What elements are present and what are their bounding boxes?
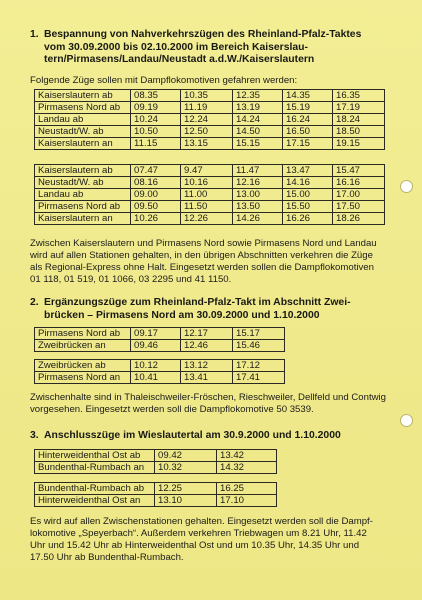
time-cell: 17.41 [233,372,285,384]
time-cell: 18.26 [333,213,385,225]
section-2-heading [30,297,390,322]
time-cell: 15.47 [333,165,385,177]
time-cell: 14.16 [283,177,333,189]
table-row [35,213,385,225]
table-row [35,177,385,189]
station-cell: Zweibrücken an [35,340,131,352]
table-row [35,126,385,138]
time-cell: 15.15 [233,138,283,150]
time-cell: 08.16 [131,177,181,189]
note-line: Es wird auf allen Zwischenstationen gehalten. Eingesetzt werden soll die Dampf- [30,516,373,527]
time-cell: 15.50 [283,201,333,213]
section-2-number: 2. [30,297,39,308]
timetable-3a [34,449,277,474]
time-cell: 16.24 [283,114,333,126]
time-cell: 13.15 [181,138,233,150]
time-cell: 10.32 [155,462,217,474]
table-row [35,201,385,213]
time-cell: 13.10 [155,495,217,507]
table-row [35,328,285,340]
station-cell: Pirmasens Nord ab [35,201,131,213]
time-cell: 17.12 [233,360,285,372]
time-cell: 09.50 [131,201,181,213]
time-cell: 11.50 [181,201,233,213]
time-cell: 14.35 [283,90,333,102]
note-line: Zwischen Kaiserslautern und Pirmasens Nord sowie Pirmasens Nord und Landau [30,238,377,249]
note-line: 17.50 Uhr ab Bundenthal-Rumbach. [30,552,184,563]
time-cell: 16.16 [333,177,385,189]
note-line: Zwischenhalte sind in Thaleischweiler-Fröschen, Rieschweiler, Dellfeld und Contwig [30,392,387,403]
station-cell: Zweibrücken ab [35,360,131,372]
time-cell: 12.50 [181,126,233,138]
table-row [35,495,277,507]
table-row [35,138,385,150]
section-3-heading [30,430,390,443]
section-1-number: 1. [30,29,39,40]
time-cell: 12.16 [233,177,283,189]
time-cell: 13.47 [283,165,333,177]
punch-hole-bottom [400,414,413,427]
time-cell: 17.00 [333,189,385,201]
table-row [35,189,385,201]
table-row [35,450,277,462]
time-cell: 17.50 [333,201,385,213]
time-cell: 10.41 [131,372,181,384]
time-cell: 13.41 [181,372,233,384]
time-cell: 9.47 [181,165,233,177]
table-row [35,114,385,126]
station-cell: Landau ab [35,114,131,126]
time-cell: 09.00 [131,189,181,201]
time-cell: 15.00 [283,189,333,201]
section-1-title-line: vom 30.09.2000 bis 02.10.2000 im Bereich Kaiserslau- [44,41,308,53]
time-cell: 15.19 [283,102,333,114]
section-3-notes [30,516,398,564]
station-cell: Hinterweidenthal Ost an [35,495,155,507]
time-cell: 12.46 [181,340,233,352]
time-cell: 10.24 [131,114,181,126]
time-cell: 10.50 [131,126,181,138]
time-cell: 14.26 [233,213,283,225]
time-cell: 13.50 [233,201,283,213]
section-1-intro: Folgende Züge sollen mit Dampflokomotiven gefahren werden: [30,75,298,86]
table-row [35,340,285,352]
note-line: lokomotive „Speyerbach“. Außerdem verkehren Triebwagen um 8.21 Uhr, 11.42 [30,528,367,539]
time-cell: 14.32 [217,462,277,474]
section-3-title: Anschlusszüge im Wieslautertal am 30.9.2000 und 1.10.2000 [44,430,341,441]
section-1-heading [30,29,390,67]
punch-hole-top [400,180,413,193]
time-cell: 10.12 [131,360,181,372]
time-cell: 07.47 [131,165,181,177]
time-cell: 10.26 [131,213,181,225]
section-3-number: 3. [30,430,39,441]
time-cell: 16.25 [217,483,277,495]
station-cell: Neustadt/W. ab [35,177,131,189]
time-cell: 15.46 [233,340,285,352]
table-row [35,372,285,384]
time-cell: 16.50 [283,126,333,138]
time-cell: 13.19 [233,102,283,114]
table-row [35,360,285,372]
section-2-title-line: brücken – Pirmasens Nord am 30.09.2000 und 1.10.2000 [44,309,320,321]
timetable-1a [34,89,385,150]
section-2-notes [30,392,398,416]
note-line: Uhr und 15.42 Uhr ab Hinterweidenthal Ost und um 10.35 Uhr, 14.35 Uhr und [30,540,360,551]
table-row [35,90,385,102]
time-cell: 11.47 [233,165,283,177]
time-cell: 12.25 [155,483,217,495]
time-cell: 18.50 [333,126,385,138]
note-line: als Regional-Express ohne Halt. Eingesetzt werden sollen die Dampflokomotiven [30,262,374,273]
time-cell: 17.10 [217,495,277,507]
time-cell: 08.35 [131,90,181,102]
station-cell: Kaiserslautern an [35,138,131,150]
section-1-notes [30,238,398,286]
table-row [35,483,277,495]
station-cell: Bundenthal-Rumbach an [35,462,155,474]
timetable-2b [34,359,285,384]
time-cell: 09.17 [131,328,181,340]
station-cell: Kaiserslautern an [35,213,131,225]
station-cell: Pirmasens Nord ab [35,102,131,114]
time-cell: 18.24 [333,114,385,126]
time-cell: 09.42 [155,450,217,462]
table-row [35,102,385,114]
time-cell: 09.19 [131,102,181,114]
station-cell: Kaiserslautern ab [35,90,131,102]
station-cell: Hinterweidenthal Ost ab [35,450,155,462]
timetable-3b [34,482,277,507]
time-cell: 14.50 [233,126,283,138]
time-cell: 12.35 [233,90,283,102]
time-cell: 12.26 [181,213,233,225]
table-row [35,462,277,474]
time-cell: 13.42 [217,450,277,462]
time-cell: 19.15 [333,138,385,150]
note-line: wird auf allen Stationen gehalten, in den übrigen Abschnitten verkehren die Züge [30,250,373,261]
time-cell: 11.15 [131,138,181,150]
section-2-title-line: Ergänzungszüge zum Rheinland-Pfalz-Takt im Abschnitt Zwei- [44,297,351,308]
section-1-title-line: Bespannung von Nahverkehrszügen des Rheinland-Pfalz-Taktes [44,29,362,40]
station-cell: Kaiserslautern ab [35,165,131,177]
table-row [35,165,385,177]
time-cell: 17.19 [333,102,385,114]
note-line: 01 118, 01 519, 01 1066, 03 2295 und 41 1150. [30,274,232,285]
time-cell: 11.00 [181,189,233,201]
time-cell: 16.35 [333,90,385,102]
time-cell: 16.26 [283,213,333,225]
time-cell: 17.15 [283,138,333,150]
timetable-2a [34,327,285,352]
time-cell: 13.12 [181,360,233,372]
time-cell: 13.00 [233,189,283,201]
time-cell: 15.17 [233,328,285,340]
station-cell: Landau ab [35,189,131,201]
time-cell: 12.24 [181,114,233,126]
station-cell: Pirmasens Nord ab [35,328,131,340]
time-cell: 14.24 [233,114,283,126]
station-cell: Bundenthal-Rumbach ab [35,483,155,495]
section-1-title-line: tern/Pirmasens/Landau/Neustadt a.d.W./Kaiserslautern [44,54,315,66]
time-cell: 09.46 [131,340,181,352]
time-cell: 10.16 [181,177,233,189]
note-line: vorgesehen. Eingesetzt werden soll die Dampflokomotive 50 3539. [30,404,314,415]
time-cell: 10.35 [181,90,233,102]
station-cell: Neustadt/W. ab [35,126,131,138]
time-cell: 12.17 [181,328,233,340]
station-cell: Pirmasens Nord an [35,372,131,384]
time-cell: 11.19 [181,102,233,114]
timetable-1b [34,164,385,225]
